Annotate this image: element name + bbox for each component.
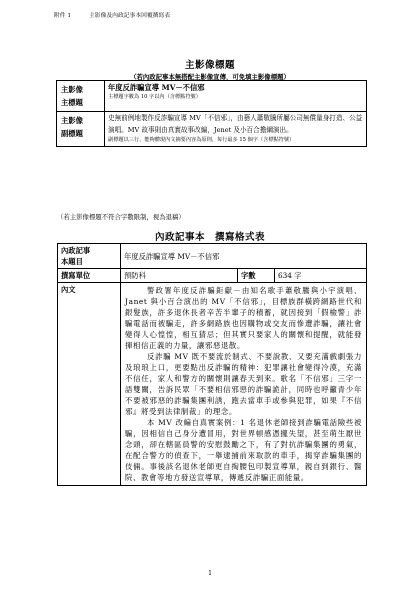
unit-cell[interactable] bbox=[121, 269, 238, 283]
memo-title-cell[interactable] bbox=[121, 244, 367, 269]
count-cell[interactable] bbox=[275, 269, 367, 283]
content-cell[interactable] bbox=[121, 283, 367, 486]
memo-title-label-text: 內政記事 本題目 bbox=[61, 246, 91, 266]
page-header bbox=[54, 10, 170, 19]
subtitle-row bbox=[57, 112, 367, 147]
content-paragraph: 反詐騙 MV 既不要流於制式、不要說教、又要充滿戲劇張力及琅琅上口，更要點出反詐騙的精神：犯罪讓社會變得冷漠，充滿不信任，家人和警方的關懷則讓春天到來。歌名「不信邪」三字一語雙關，告訴民眾「不要相信邪惡的詐騙詭計，同時也呼籲青少年不要被邪惡的詐騙集團利誘，跑去當車手或參與犯罪，如果『不信邪』將受到法律制裁」的理念。 bbox=[125, 352, 362, 416]
subtitle-cell[interactable] bbox=[105, 112, 367, 147]
subtitle-value: 史無前例地製作反詐騙宣導 MV「不信邪」，由藝人蕭敬騰所屬公司無償量身打造、公益演唱。MV 故事則由真實故事改編，Jenet 及小百合擔綱演出。 bbox=[108, 114, 363, 134]
main-image-table bbox=[56, 80, 367, 147]
main-image-footnote: （若主影像標題不符合字數限制，視為退稿） bbox=[57, 213, 185, 221]
subtitle-label-text: 主影像 副標題 bbox=[61, 116, 83, 138]
memo-table bbox=[57, 243, 367, 486]
unit-label: 撰寫單位 bbox=[58, 269, 121, 283]
doc-title: 主影像及內政記事本回覆撰寫表 bbox=[88, 13, 171, 19]
memo-title-value: 年度反詐騙宣導 MV－不信邪 bbox=[124, 251, 220, 261]
subtitle-hint: 副標題以三行、能夠體現內文摘要內容為原則，每行最多 15 個字（含標點符號） bbox=[108, 137, 295, 143]
subtitle-label bbox=[57, 112, 105, 147]
content-paragraph: 本 MV 改編自真實案例：1 名退休老師接到詐騙電話險些被騙，因相信自己身分遭冒用，對世界頓感憑攏失望，甚至萌生厭世念頭，卻在轄區員警的安慰鼓勵之下，有了對抗詐騙集團的勇氣，在配合警方的偵查下，一舉逮捕前來取款的車手，揭穿詐騙集團的伎倆。事後該名退休老師更自掏腰包印製宣導單，親自到銀行、醫院、教會等地方發送宣導單，傳遞反詐騙正面能量。 bbox=[125, 418, 362, 482]
count-value: 634 字 bbox=[278, 271, 302, 280]
memo-title-row bbox=[58, 244, 367, 269]
unit-row bbox=[58, 269, 367, 283]
page-number: 1 bbox=[208, 570, 212, 577]
main-title-value: 年度反詐騙宣導 MV－不信邪 bbox=[108, 83, 205, 92]
content-label: 內文 bbox=[58, 283, 121, 486]
main-title-row bbox=[57, 81, 367, 112]
main-image-note: （若內政記事本無搭配主影像宣傳，可免填主影像標題） bbox=[130, 73, 290, 81]
main-title-hint: 主標題字數為 10 字以內（含標點符號） bbox=[108, 94, 201, 100]
unit-value: 預防科 bbox=[124, 271, 146, 280]
main-title-label-text: 主影像 主標題 bbox=[61, 85, 83, 107]
annex-label: 附件 1 bbox=[54, 13, 72, 19]
main-title-cell[interactable] bbox=[105, 81, 367, 112]
memo-title: 內政記事本 撰寫格式表 bbox=[154, 232, 265, 243]
main-image-title: 主影像標題 bbox=[184, 60, 235, 71]
memo-title-label bbox=[58, 244, 121, 269]
content-row bbox=[58, 283, 367, 486]
main-title-label bbox=[57, 81, 105, 112]
count-label: 字數 bbox=[238, 269, 275, 283]
content-paragraph: 警政署年度反詐騙鉅獻－由知名歌手蕭敬騰與小宇演唱、Janet 與小百合演出的 MV「不信邪」，目標族群橫跨網路世代和銀髮族，許多退休長者辛苦半輩子的積蓄，就因接到「假檢警」詐騙電話而被騙走，許多網路族也因購物或交友而慘遭詐騙，讓社會變得人心惶惶，相互猜忌；但其實只要家人的關懷和提醒，就能發揮相信正義的力量，讓邪惡退散。 bbox=[125, 286, 362, 350]
